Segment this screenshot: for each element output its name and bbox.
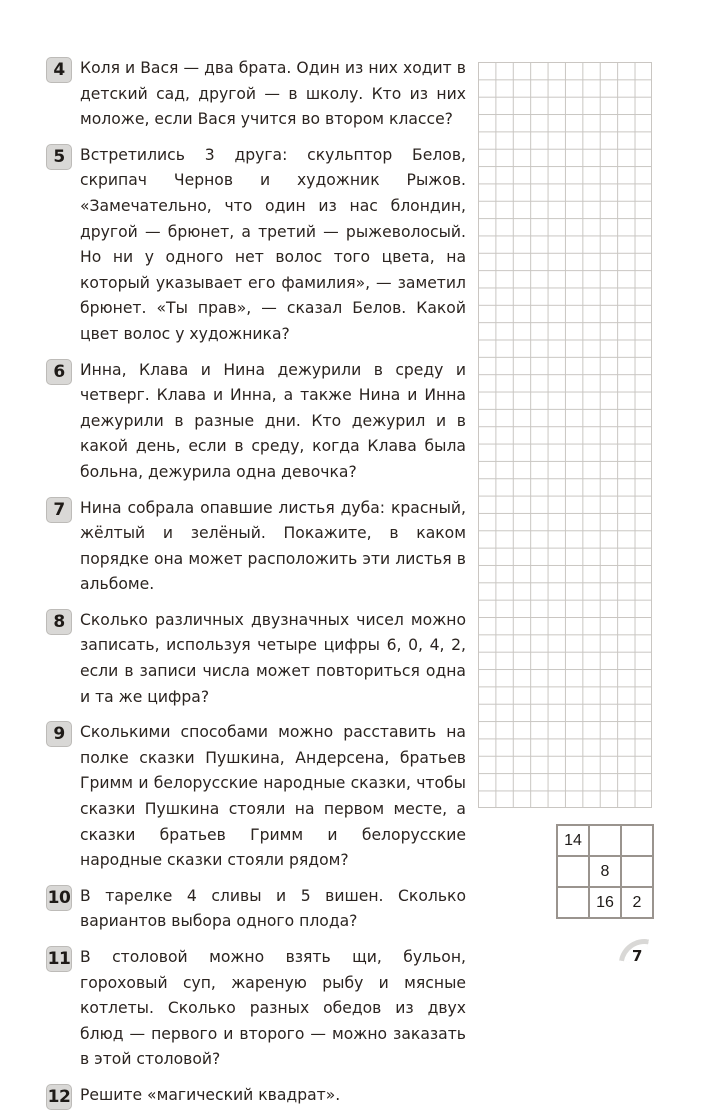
task-7: [46, 496, 466, 598]
task-number-badge: 7: [46, 497, 72, 523]
task-number-badge: 9: [46, 721, 72, 747]
task-6: [46, 358, 466, 486]
magic-square-cell[interactable]: [589, 825, 621, 856]
task-number-badge: 10: [46, 885, 72, 911]
task-11: [46, 945, 466, 1073]
magic-square-cell[interactable]: [621, 825, 653, 856]
magic-square-row: [557, 856, 653, 887]
magic-square-cell[interactable]: 8: [589, 856, 621, 887]
task-9: [46, 720, 466, 874]
task-number-badge: 5: [46, 144, 72, 170]
task-4: [46, 56, 466, 133]
task-5: [46, 143, 466, 348]
task-number-badge: 6: [46, 359, 72, 385]
magic-square-cell[interactable]: 2: [621, 887, 653, 918]
task-text: Встретились 3 друга: скульптор Белов, скрипач Чернов и художник Рыжов. «Замечательно, что один из нас блондин, другой — брюнет, а третий — рыжеволосый. Но ни у одного нет волос того цвета, на который указывает его фамилия», — заметил брюнет. «Ты прав», — сказал Белов. Какой цвет волос у художника?: [80, 145, 466, 343]
task-text: В столовой можно взять щи, бульон, гороховый суп, жареную рыбу и мясные котлеты. Сколько разных обедов из двух блюд — первого и второго — можно заказать в этой столовой?: [80, 948, 466, 1069]
task-text: Нина собрала опавшие листья дуба: красный, жёлтый и зелёный. Покажите, в каком порядке она может расположить эти листья в альбоме.: [80, 498, 466, 594]
page-number: [621, 937, 651, 967]
graph-paper-grid: [478, 62, 652, 808]
magic-square-cell[interactable]: 14: [557, 825, 589, 856]
task-text: Коля и Вася — два брата. Один из них ходит в детский сад, другой — в школу. Кто из них моложе, если Вася учится во втором классе?: [80, 59, 466, 129]
task-text: Сколько различных двузначных чисел можно записать, используя четыре цифры 6, 0, 4, 2, если в записи числа может повториться одна и та же цифра?: [80, 610, 466, 706]
magic-square: [556, 824, 654, 919]
task-number-badge: 11: [46, 946, 72, 972]
magic-square-cell[interactable]: [621, 856, 653, 887]
page-number-text: 7: [632, 947, 643, 965]
magic-square-row: [557, 887, 653, 918]
task-8: [46, 608, 466, 710]
task-number-badge: 8: [46, 609, 72, 635]
task-number-badge: 12: [46, 1084, 72, 1110]
task-number-badge: 4: [46, 57, 72, 83]
magic-square-cell[interactable]: [557, 856, 589, 887]
magic-square-cell[interactable]: 16: [589, 887, 621, 918]
task-12: [46, 1083, 466, 1110]
magic-square-row: [557, 825, 653, 856]
task-text: Сколькими способами можно расставить на полке сказки Пушкина, Андерсена, братьев Гримм и белорусские народные сказки, чтобы сказки Пушкина стояли на первом месте, а сказки братьев Гримм и белорусские народные сказки стояли рядом?: [80, 723, 466, 870]
magic-square-cell[interactable]: [557, 887, 589, 918]
task-list: [46, 56, 466, 1120]
task-text: В тарелке 4 сливы и 5 вишен. Сколько вариантов выбора одного плода?: [80, 886, 466, 931]
task-text: Инна, Клава и Нина дежурили в среду и четверг. Клава и Инна, а также Нина и Инна дежурили в разные дни. Кто дежурил и в какой день, если в среду, когда Клава была больна, дежурила одна девочка?: [80, 360, 466, 481]
task-10: [46, 884, 466, 935]
task-text: Решите «магический квадрат».: [80, 1085, 341, 1104]
